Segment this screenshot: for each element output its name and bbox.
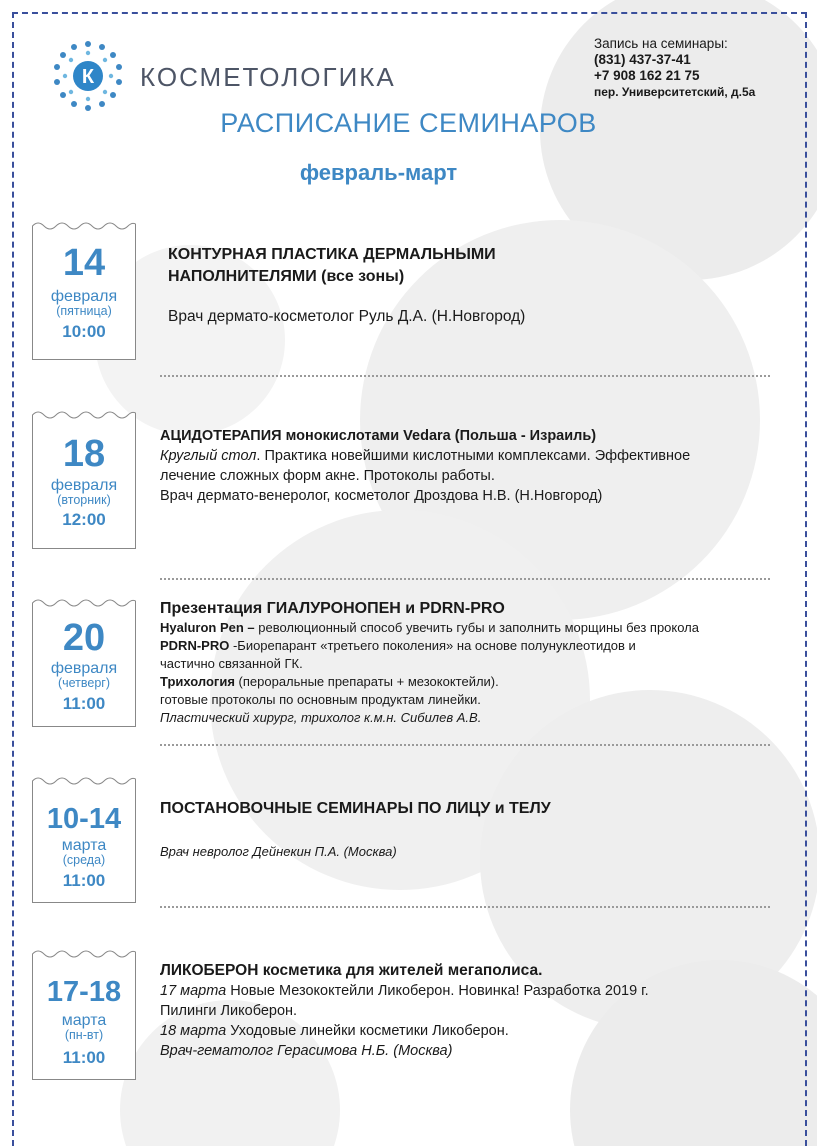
day2-text: Уходовые линейки косметики Ликоберон. xyxy=(226,1023,509,1039)
hyaluron-pen-text: революционный способ увечить губы и заполнить морщины без прокола xyxy=(254,620,700,635)
divider xyxy=(160,375,770,377)
seminar-heading: Презентация ГИАЛУРОНОПЕН и PDRN-PRO xyxy=(160,600,505,617)
logo-icon xyxy=(52,40,124,112)
date-number: 20 xyxy=(62,617,106,659)
seminar-speaker: Врач дермато-косметолог Руль Д.А. (Н.Новгород) xyxy=(168,308,526,325)
date-card xyxy=(32,216,136,360)
seminar-heading: ЛИКОБЕРОН косметика для жителей мегаполиса. xyxy=(160,962,543,979)
date-time: 12:00 xyxy=(62,510,106,529)
date-weekday: (пн-вт) xyxy=(64,1028,104,1042)
seminar-heading: ПОСТАНОВОЧНЫЕ СЕМИНАРЫ ПО ЛИЦУ и ТЕЛУ xyxy=(160,800,551,817)
date-time: 10:00 xyxy=(62,322,106,341)
date-weekday: (четверг) xyxy=(57,676,111,690)
dashed-frame-right xyxy=(805,12,807,1146)
date-number: 18 xyxy=(62,433,106,475)
date-card xyxy=(32,771,136,903)
hyaluron-pen-label: Hyaluron Pen – xyxy=(160,620,255,635)
format-label: Круглый стол xyxy=(160,448,257,464)
date-weekday: (вторник) xyxy=(57,493,111,507)
seminar-4 xyxy=(160,799,780,861)
pdrn-label: PDRN-PRO xyxy=(160,638,230,653)
divider xyxy=(160,906,770,908)
brand-name: КОСМЕТОЛОГИКА xyxy=(140,62,396,92)
date-time: 11:00 xyxy=(62,694,106,713)
seminar-speaker: Врач невролог Дейнекин П.А. (Москва) xyxy=(160,844,397,859)
format-text: . Практика новейшими кислотными комплексами. Эффективное xyxy=(256,448,691,464)
date-month: февраля xyxy=(50,288,118,305)
trichology-label: Трихология xyxy=(160,674,235,689)
date-weekday: (пятница) xyxy=(56,304,112,318)
seminar-speaker: Пластический хирург, трихолог к.м.н. Сибилев А.В. xyxy=(160,710,482,725)
date-time: 11:00 xyxy=(62,1048,106,1067)
date-card xyxy=(32,405,136,549)
trichology-text-2: готовые протоколы по основным продуктам линейки. xyxy=(160,692,481,707)
seminar-desc: лечение сложных форм акне. Протоколы работы. xyxy=(160,468,495,484)
seminar-2 xyxy=(160,426,780,506)
trichology-text: (пероральные препараты + мезококтейли). xyxy=(234,674,499,689)
seminar-speaker: Врач дермато-венеролог, косметолог Дроздова Н.В. (Н.Новгород) xyxy=(160,488,603,504)
contacts-label: Запись на семинары: xyxy=(594,36,728,51)
divider xyxy=(160,744,770,746)
date-number: 14 xyxy=(62,242,106,284)
date-card xyxy=(32,593,136,727)
phone-1: (831) 437-37-41 xyxy=(594,52,691,67)
seminar-3 xyxy=(160,598,780,727)
date-number: 17-18 xyxy=(46,976,122,1008)
seminar-heading: АЦИДОТЕРАПИЯ монокислотами Vedara (Польша - Израиль) xyxy=(160,428,597,444)
page-title: РАСПИСАНИЕ СЕМИНАРОВ xyxy=(220,108,597,138)
divider xyxy=(160,578,770,580)
date-weekday: (среда) xyxy=(62,853,106,867)
day2-label: 18 марта xyxy=(160,1023,227,1039)
address: пер. Университетский, д.5а xyxy=(594,85,756,99)
pdrn-text: -Биорепарант «третьего поколения» на основе полунуклеотидов и xyxy=(229,638,636,653)
phone-2: +7 908 162 21 75 xyxy=(594,68,700,83)
date-month: марта xyxy=(61,1012,107,1029)
date-month: марта xyxy=(61,837,107,854)
day1-text-2: Пилинги Ликоберон. xyxy=(160,1003,298,1019)
contacts-block xyxy=(594,36,755,100)
seminar-heading: КОНТУРНАЯ ПЛАСТИКА ДЕРМАЛЬНЫМИ xyxy=(168,246,496,263)
seminar-5 xyxy=(160,961,780,1061)
date-number: 10-14 xyxy=(46,803,122,835)
date-time: 11:00 xyxy=(62,871,106,890)
day1-label: 17 марта xyxy=(160,983,227,999)
date-month: февраля xyxy=(50,660,118,677)
pdrn-text-2: частично связанной ГК. xyxy=(160,656,303,671)
seminar-1 xyxy=(160,244,780,327)
seminar-heading-2: НАПОЛНИТЕЛЯМИ (все зоны) xyxy=(168,268,405,285)
date-month: февраля xyxy=(50,477,118,494)
date-card xyxy=(32,944,136,1080)
dashed-frame-top xyxy=(12,12,807,14)
page-subtitle: февраль-март xyxy=(299,160,458,185)
logo-letter: К xyxy=(81,66,95,88)
day1-text: Новые Мезококтейли Ликоберон. Новинка! Разработка 2019 г. xyxy=(226,983,649,999)
seminar-speaker: Врач-гематолог Герасимова Н.Б. (Москва) xyxy=(160,1043,453,1059)
